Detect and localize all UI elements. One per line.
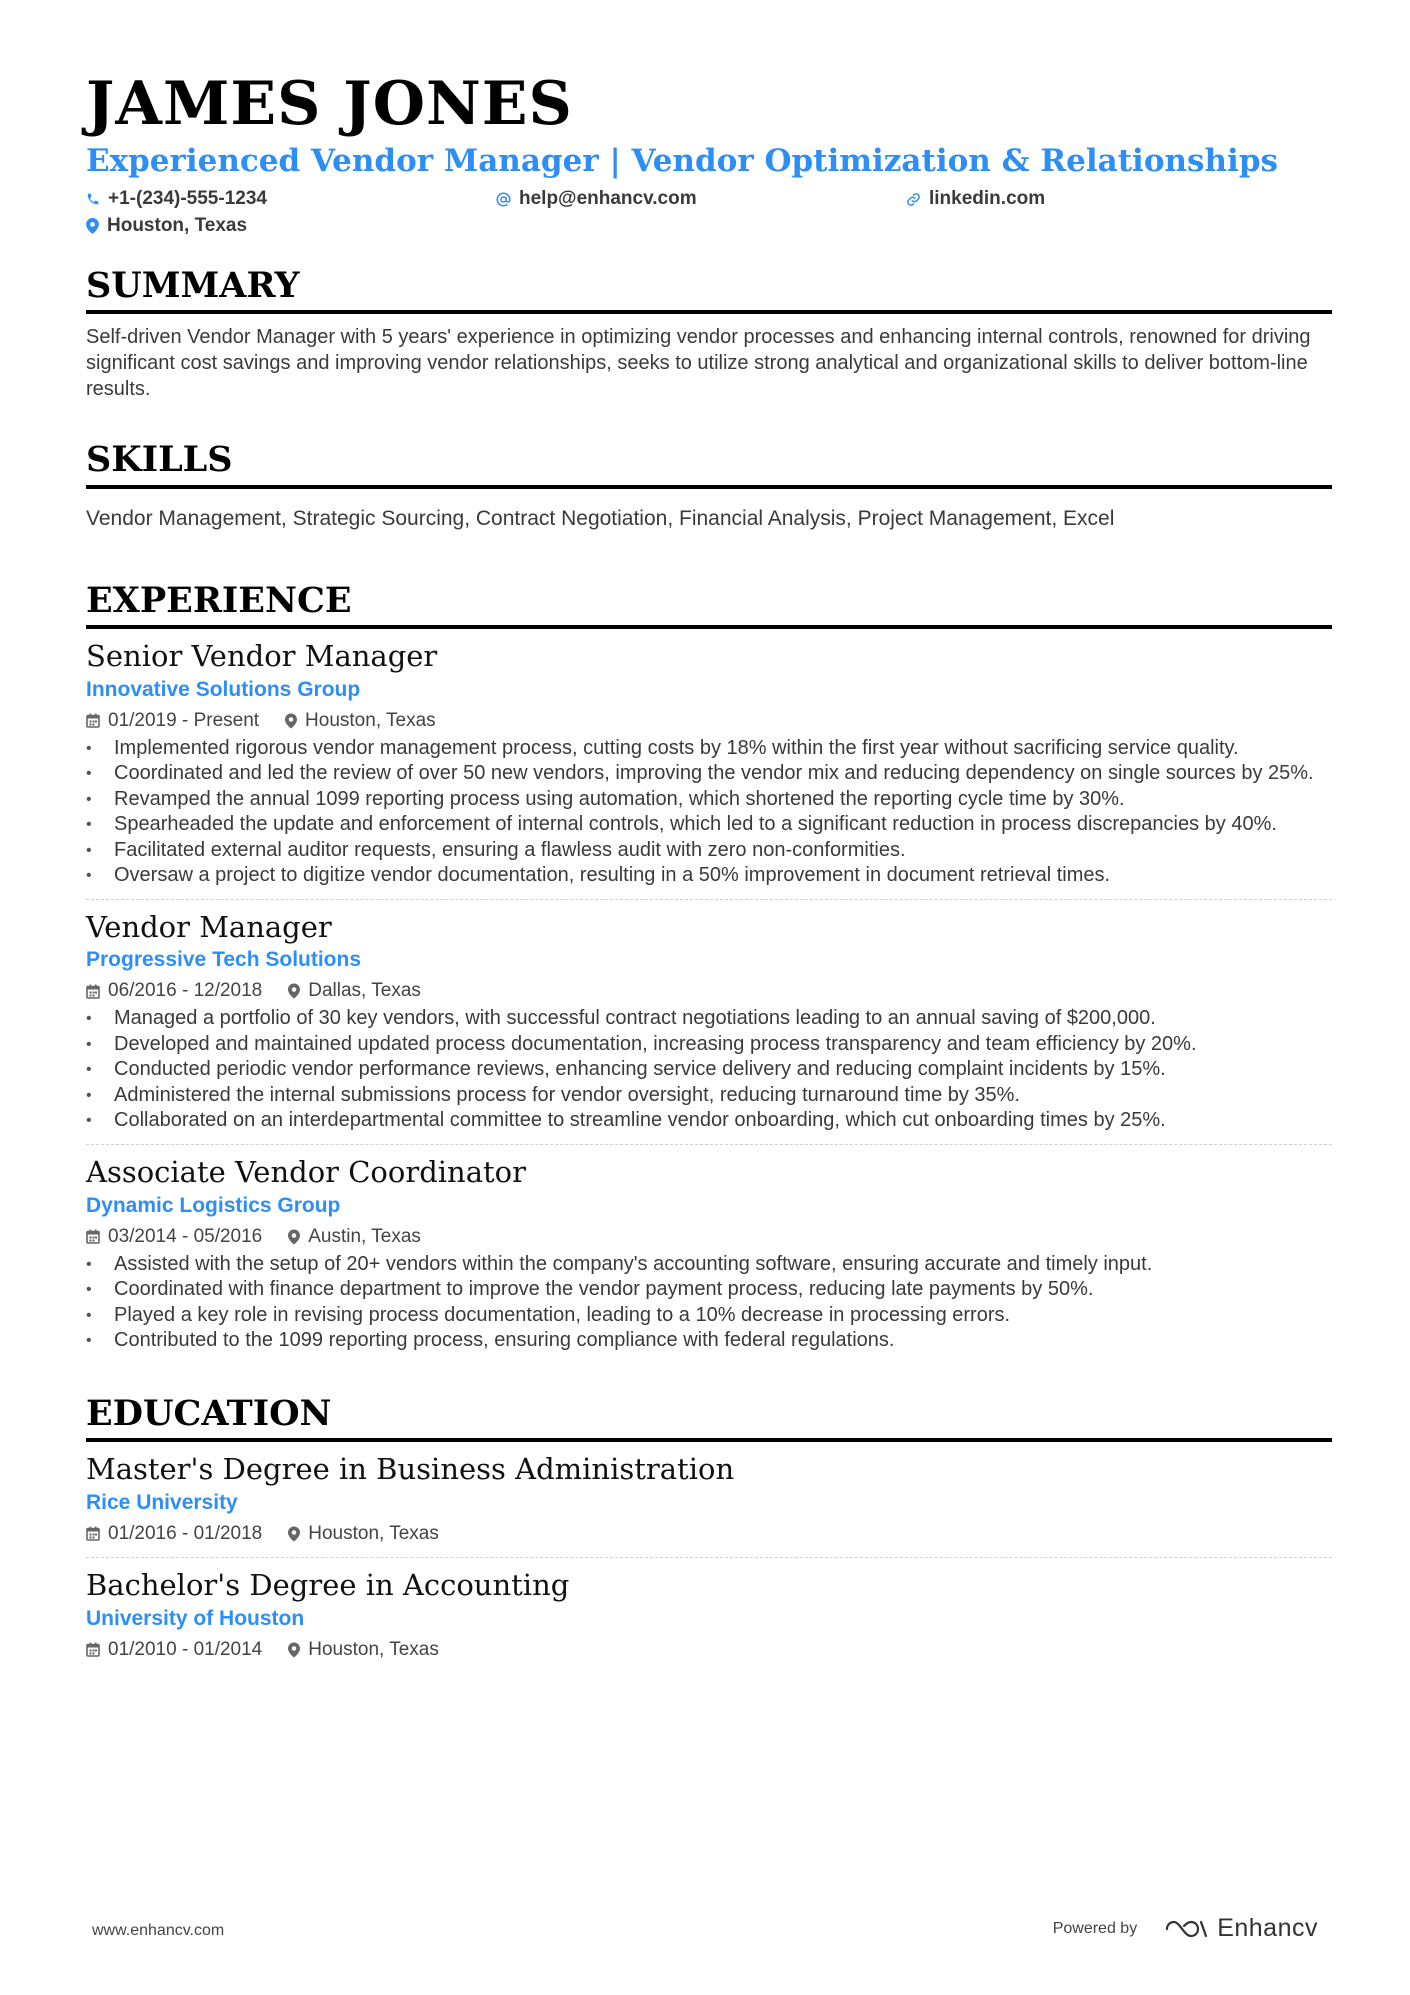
location-pin-icon <box>288 1229 300 1245</box>
education-entry <box>86 1557 1332 1661</box>
dates-text: 06/2016 - 12/2018 <box>108 980 263 1002</box>
calendar-icon <box>86 713 100 728</box>
job-entry <box>86 639 1332 889</box>
job-meta <box>86 710 1332 732</box>
bullet-item: • Contributed to the 1099 reporting process, ensuring compliance with federal regulations. <box>86 1328 1332 1354</box>
bullet-item: • Played a key role in revising process documentation, leading to a 10% decrease in processing errors. <box>86 1303 1332 1329</box>
location-text: Houston, Texas <box>107 215 248 237</box>
summary-section <box>86 266 1332 402</box>
contact-phone <box>86 188 267 210</box>
school-name: Rice University <box>86 1490 238 1514</box>
location-text: Dallas, Texas <box>308 980 421 1002</box>
bullet-item: • Administered the internal submissions process for vendor oversight, reducing turnaround time by 35%. <box>86 1083 1332 1109</box>
job-meta <box>86 1226 1332 1248</box>
location-text: Houston, Texas <box>308 1638 439 1660</box>
experience-section <box>86 581 1332 1354</box>
skills-text: Vendor Management, Strategic Sourcing, Contract Negotiation, Financial Analysis, Project Management, Excel <box>86 506 1115 530</box>
company-name: Progressive Tech Solutions <box>86 948 362 972</box>
summary-text: Self-driven Vendor Manager with 5 years' experience in optimizing vendor processes and enhancing internal controls, renowned for driving significant cost savings and improving vendor relationships, seeks to utilize strong analytical and organizational skills to deliver bottom-line results. <box>86 326 1311 401</box>
job-dates <box>86 710 259 732</box>
job-title: Associate Vendor Coordinator <box>86 1154 526 1189</box>
job-bullets <box>86 1006 1332 1134</box>
education-dates <box>86 1639 262 1661</box>
job-location <box>288 1226 421 1248</box>
resume-page <box>86 69 1332 1661</box>
education-meta <box>86 1639 1332 1661</box>
bullet-item: • Developed and maintained updated process documentation, increasing process transparency and team efficiency by 20%. <box>86 1032 1332 1058</box>
job-bullets <box>86 736 1332 889</box>
summary-heading: SUMMARY <box>86 266 1332 314</box>
footer-website[interactable]: www.enhancv.com <box>92 1922 225 1939</box>
skills-heading: SKILLS <box>86 440 1332 488</box>
dates-text: 03/2014 - 05/2016 <box>108 1225 263 1247</box>
education-meta <box>86 1523 1332 1545</box>
school-name: University of Houston <box>86 1606 305 1630</box>
company-name: Innovative Solutions Group <box>86 677 361 701</box>
dates-text: 01/2010 - 01/2014 <box>108 1638 263 1660</box>
location-pin-icon <box>86 218 99 234</box>
bullet-item: • Coordinated and led the review of over 50 new vendors, improving the vendor mix and reducing dependency on single sources by 25%. <box>86 761 1332 787</box>
resume-header <box>86 69 1332 240</box>
candidate-name: JAMES JONES <box>86 69 573 139</box>
enhancv-logo-icon <box>1163 1917 1209 1941</box>
contact-info <box>86 182 1332 240</box>
bullet-item: • Assisted with the setup of 20+ vendors within the company's accounting software, ensuring accurate and timely input. <box>86 1252 1332 1278</box>
degree-title: Bachelor's Degree in Accounting <box>86 1567 570 1602</box>
calendar-icon <box>86 1526 100 1541</box>
job-dates <box>86 1226 262 1248</box>
job-entry <box>86 899 1332 1134</box>
education-section <box>86 1394 1332 1661</box>
education-location <box>288 1523 439 1545</box>
job-location <box>285 710 436 732</box>
bullet-item: • Spearheaded the update and enforcement of internal controls, which led to a significant reduction in process discrepancies by 40%. <box>86 812 1332 838</box>
dates-text: 01/2016 - 01/2018 <box>108 1522 263 1544</box>
education-entry <box>86 1452 1332 1545</box>
calendar-icon <box>86 1642 100 1657</box>
bullet-item: • Coordinated with finance department to improve the vendor payment process, reducing late payments by 50%. <box>86 1277 1332 1303</box>
brand-name[interactable]: Enhancv <box>1217 1914 1318 1942</box>
location-text: Austin, Texas <box>308 1225 421 1247</box>
job-entry <box>86 1144 1332 1354</box>
bullet-item: • Facilitated external auditor requests, ensuring a flawless audit with zero non-conformities. <box>86 838 1332 864</box>
location-pin-icon <box>285 713 297 729</box>
dates-text: 01/2019 - Present <box>108 709 260 731</box>
bullet-item: • Revamped the annual 1099 reporting process using automation, which shortened the reporting cycle time by 30%. <box>86 787 1332 813</box>
bullet-item: • Collaborated on an interdepartmental committee to streamline vendor onboarding, which cut onboarding times by 25%. <box>86 1108 1332 1134</box>
skills-section <box>86 440 1332 530</box>
candidate-headline: Experienced Vendor Manager | Vendor Optimization & Relationships <box>86 143 1278 179</box>
footer-branding <box>1053 1914 1318 1943</box>
company-name: Dynamic Logistics Group <box>86 1193 341 1217</box>
job-dates <box>86 980 262 1002</box>
experience-heading: EXPERIENCE <box>86 581 1332 629</box>
location-text: Houston, Texas <box>305 709 436 731</box>
education-heading: EDUCATION <box>86 1394 1332 1442</box>
job-title: Senior Vendor Manager <box>86 638 438 673</box>
location-text: Houston, Texas <box>308 1522 439 1544</box>
contact-email[interactable] <box>496 188 697 210</box>
linkedin-text[interactable]: linkedin.com <box>929 188 1046 210</box>
bullet-item: • Conducted periodic vendor performance reviews, enhancing service delivery and reducing complaint incidents by 15%. <box>86 1057 1332 1083</box>
job-meta <box>86 980 1332 1002</box>
education-dates <box>86 1523 262 1545</box>
location-pin-icon <box>288 983 300 999</box>
phone-text: +1-(234)-555-1234 <box>108 188 267 210</box>
education-location <box>288 1639 439 1661</box>
phone-icon <box>86 192 100 206</box>
bullet-item: • Managed a portfolio of 30 key vendors, with successful contract negotiations leading to an annual saving of $200,000. <box>86 1006 1332 1032</box>
email-text[interactable]: help@enhancv.com <box>519 188 697 210</box>
bullet-item: • Implemented rigorous vendor management process, cutting costs by 18% within the first year without sacrificing service quality. <box>86 736 1332 762</box>
location-pin-icon <box>288 1642 300 1658</box>
contact-linkedin[interactable] <box>906 188 1045 210</box>
job-location <box>288 980 421 1002</box>
location-pin-icon <box>288 1526 300 1542</box>
page-footer <box>86 1912 1324 1952</box>
contact-location <box>86 215 247 237</box>
degree-title: Master's Degree in Business Administration <box>86 1451 735 1486</box>
powered-by-label: Powered by <box>1052 1919 1138 1937</box>
job-bullets <box>86 1252 1332 1354</box>
job-title: Vendor Manager <box>86 909 332 944</box>
calendar-icon <box>86 984 100 999</box>
link-icon <box>906 192 921 207</box>
calendar-icon <box>86 1229 100 1244</box>
bullet-item: • Oversaw a project to digitize vendor documentation, resulting in a 50% improvement in document retrieval times. <box>86 863 1332 889</box>
at-sign-icon <box>496 192 511 207</box>
